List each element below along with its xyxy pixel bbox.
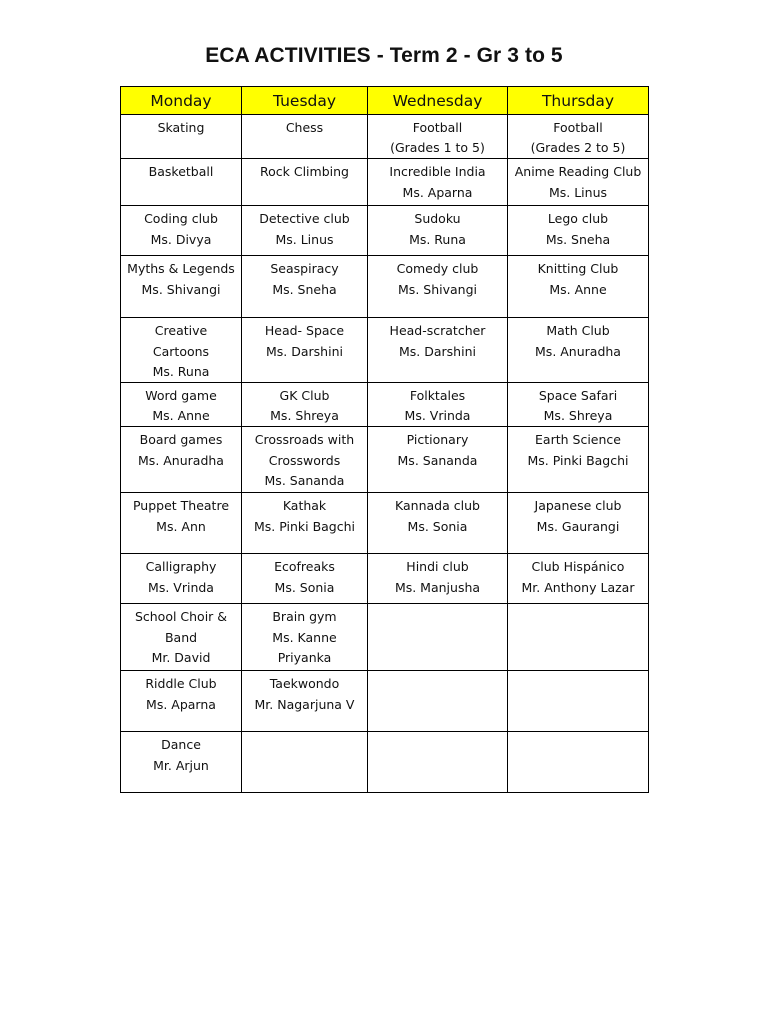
activity-text: Kannada club xyxy=(395,498,480,514)
activity-text: Ms. Linus xyxy=(548,184,608,200)
activity-cell-thursday xyxy=(508,383,649,427)
activity-text: Ms. Shivangi xyxy=(398,281,477,297)
activity-cell-tuesday xyxy=(242,427,368,493)
activity-cell-monday xyxy=(121,159,242,206)
activity-text: Ms. Vrinda xyxy=(148,579,214,595)
activity-text: Ms. Sananda xyxy=(264,472,345,488)
activity-text: Riddle Club xyxy=(145,676,217,692)
activity-cell-tuesday xyxy=(242,318,368,383)
activity-text: Rock Climbing xyxy=(260,164,349,180)
activity-text: Ms. Anuradha xyxy=(535,343,621,359)
activity-cell-thursday xyxy=(508,493,649,554)
activity-text: Space Safari xyxy=(538,388,618,404)
table-row xyxy=(121,554,649,604)
activity-cell-monday xyxy=(121,383,242,427)
activity-text: Ms. Sneha xyxy=(545,231,611,247)
activity-cell-tuesday xyxy=(242,671,368,732)
activity-cell-tuesday xyxy=(242,115,368,159)
activity-text: Mr. David xyxy=(151,649,211,665)
activity-text: Taekwondo xyxy=(269,676,340,692)
activity-text: Club Hispánico xyxy=(531,559,625,575)
activity-text: Football xyxy=(553,120,603,135)
activity-text: Ms. Shreya xyxy=(543,408,613,424)
activity-text: Ms. Pinki Bagchi xyxy=(527,452,629,468)
activity-text: Ms. Anne xyxy=(152,408,210,424)
activity-text: Ms. Shreya xyxy=(270,408,339,424)
activity-text: Creative xyxy=(154,323,208,339)
day-header-thursday: Thursday xyxy=(508,87,649,115)
activity-text: Ms. Sonia xyxy=(274,579,335,595)
activity-text: (Grades 1 to 5) xyxy=(390,140,485,156)
activity-cell-thursday xyxy=(508,604,649,671)
activity-text: Ms. Ann xyxy=(156,518,206,534)
activity-cell-monday xyxy=(121,256,242,318)
activity-text: Hindi club xyxy=(406,559,469,575)
schedule-body xyxy=(121,115,649,793)
activity-text: Coding club xyxy=(144,211,218,227)
activity-cell-monday xyxy=(121,206,242,256)
activity-text: Sudoku xyxy=(414,211,461,227)
activity-cell-tuesday xyxy=(242,554,368,604)
activity-text: Ms. Pinki Bagchi xyxy=(253,518,356,534)
table-row xyxy=(121,427,649,493)
activity-cell-wednesday xyxy=(368,732,508,793)
activity-text: Basketball xyxy=(148,164,214,180)
activity-text: Detective club xyxy=(259,211,350,227)
activity-text: Ms. Aparna xyxy=(402,184,473,200)
activity-cell-wednesday xyxy=(368,256,508,318)
activity-text: Crosswords xyxy=(268,452,341,468)
table-row xyxy=(121,383,649,427)
activity-cell-tuesday xyxy=(242,604,368,671)
activity-cell-wednesday xyxy=(368,115,508,159)
table-row xyxy=(121,318,649,383)
activity-text: Ms. Darshini xyxy=(266,343,343,359)
activity-cell-thursday xyxy=(508,671,649,732)
activity-text: Japanese club xyxy=(534,498,622,514)
activity-text: Ms. Kanne xyxy=(272,629,337,645)
activity-text: Priyanka xyxy=(277,649,332,665)
activity-text: Kathak xyxy=(282,498,327,514)
activity-cell-monday xyxy=(121,318,242,383)
table-row xyxy=(121,493,649,554)
activity-cell-monday xyxy=(121,115,242,159)
activity-cell-thursday xyxy=(508,256,649,318)
activity-text: Folktales xyxy=(409,388,466,404)
activity-text: Ms. Runa xyxy=(152,363,210,379)
activity-text: Seaspiracy xyxy=(270,261,339,277)
activity-text: Cartoons xyxy=(152,343,210,359)
activity-text: Puppet Theatre xyxy=(132,498,230,514)
activity-text: Pictionary xyxy=(406,432,469,448)
activity-text: Ms. Anuradha xyxy=(138,452,224,468)
activity-text: Ms. Sananda xyxy=(397,452,478,468)
activity-text: Brain gym xyxy=(272,609,337,625)
activity-cell-wednesday xyxy=(368,383,508,427)
activity-cell-wednesday xyxy=(368,427,508,493)
activity-cell-monday xyxy=(121,427,242,493)
activity-text: Chess xyxy=(285,120,324,135)
table-row xyxy=(121,671,649,732)
activity-text: Ms. Shivangi xyxy=(141,281,221,297)
activity-cell-tuesday xyxy=(242,256,368,318)
activity-cell-monday xyxy=(121,732,242,793)
activity-cell-thursday xyxy=(508,115,649,159)
table-row xyxy=(121,256,649,318)
activity-cell-monday xyxy=(121,554,242,604)
day-header-tuesday: Tuesday xyxy=(242,87,368,115)
activity-text: Football xyxy=(412,120,463,135)
activity-cell-wednesday xyxy=(368,554,508,604)
table-row xyxy=(121,206,649,256)
activity-text: Ms. Anne xyxy=(549,281,607,297)
activity-cell-monday xyxy=(121,671,242,732)
activity-cell-thursday xyxy=(508,318,649,383)
day-header-wednesday: Wednesday xyxy=(368,87,508,115)
activity-text: Crossroads with xyxy=(254,432,355,448)
header-row xyxy=(121,87,649,115)
activity-text: Ms. Manjusha xyxy=(394,579,481,595)
table-row xyxy=(121,159,649,206)
activity-text: Ms. Darshini xyxy=(399,343,476,359)
activity-text: Incredible India xyxy=(389,164,486,180)
activity-text: Board games xyxy=(139,432,223,448)
activity-text: Ms. Divya xyxy=(150,231,212,247)
activity-cell-tuesday xyxy=(242,732,368,793)
activity-cell-tuesday xyxy=(242,206,368,256)
activity-text: Mr. Nagarjuna V xyxy=(254,696,355,712)
activity-text: Calligraphy xyxy=(145,559,217,575)
activity-text: Myths & Legends xyxy=(127,261,235,277)
activity-cell-wednesday xyxy=(368,159,508,206)
day-header-monday: Monday xyxy=(121,87,242,115)
activity-text: Word game xyxy=(145,388,217,404)
activity-text: Ms. Gaurangi xyxy=(536,518,620,534)
activity-cell-thursday xyxy=(508,554,649,604)
activity-cell-thursday xyxy=(508,206,649,256)
activity-cell-wednesday xyxy=(368,318,508,383)
activity-cell-wednesday xyxy=(368,206,508,256)
activity-cell-thursday xyxy=(508,159,649,206)
activity-cell-wednesday xyxy=(368,493,508,554)
activity-cell-thursday xyxy=(508,427,649,493)
activity-cell-tuesday xyxy=(242,493,368,554)
table-row xyxy=(121,115,649,159)
activity-text: Band xyxy=(164,629,198,645)
activity-cell-wednesday xyxy=(368,604,508,671)
activity-text: Head-scratcher xyxy=(389,323,486,339)
activity-text: Anime Reading Club xyxy=(514,164,642,180)
activity-text: Ms. Sneha xyxy=(272,281,337,297)
activity-text: Earth Science xyxy=(535,432,621,448)
activity-text: Comedy club xyxy=(396,261,479,277)
activity-text: Ms. Sonia xyxy=(407,518,468,534)
page-title: ECA ACTIVITIES - Term 2 - Gr 3 to 5 xyxy=(205,44,563,67)
activity-text: Ms. Vrinda xyxy=(404,408,471,424)
activity-text: Mr. Arjun xyxy=(153,757,209,773)
activity-text: Dance xyxy=(161,737,201,753)
activity-cell-monday xyxy=(121,493,242,554)
activity-text: (Grades 2 to 5) xyxy=(530,140,626,156)
activity-text: Knitting Club xyxy=(537,261,619,277)
activity-cell-tuesday xyxy=(242,159,368,206)
activity-text: Skating xyxy=(157,120,205,135)
activity-cell-wednesday xyxy=(368,671,508,732)
activity-text: Head- Space xyxy=(264,323,345,339)
activity-text: GK Club xyxy=(279,388,330,404)
activity-text: Ms. Linus xyxy=(275,231,334,247)
eca-schedule-table xyxy=(120,86,649,793)
activity-cell-monday xyxy=(121,604,242,671)
activity-text: Ms. Runa xyxy=(409,231,466,247)
table-row xyxy=(121,604,649,671)
activity-text: School Choir & xyxy=(134,609,228,625)
activity-text: Mr. Anthony Lazar xyxy=(521,579,635,595)
activity-text: Ecofreaks xyxy=(274,559,335,575)
activity-cell-thursday xyxy=(508,732,649,793)
activity-text: Ms. Aparna xyxy=(146,696,216,712)
activity-text: Math Club xyxy=(546,323,610,339)
table-row xyxy=(121,732,649,793)
activity-cell-tuesday xyxy=(242,383,368,427)
activity-text: Lego club xyxy=(547,211,609,227)
